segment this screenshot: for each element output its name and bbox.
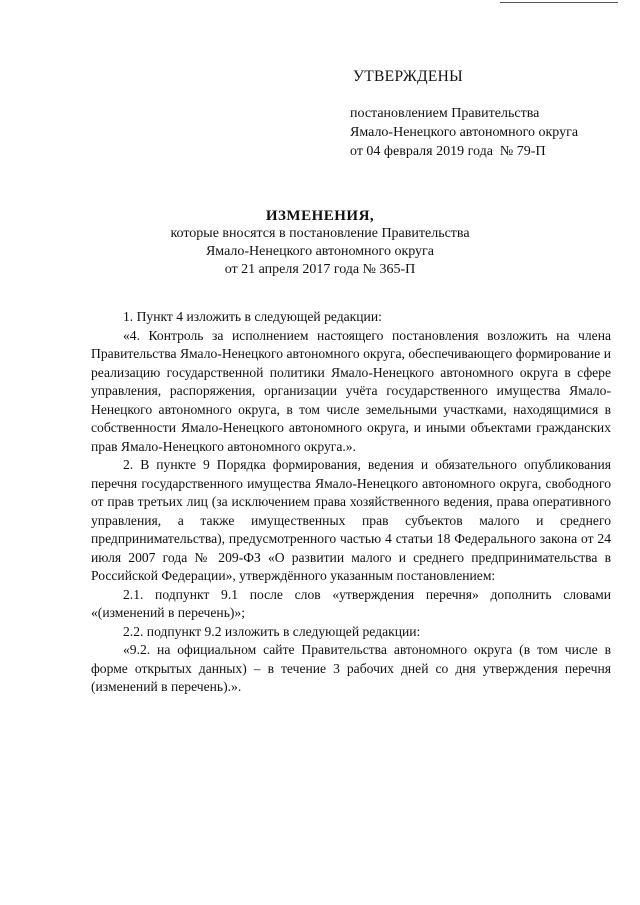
approval-title: УТВЕРЖДЕНЫ <box>353 68 463 85</box>
body-paragraph: 2.2. подпункт 9.2 изложить в следующей редакции: <box>123 623 421 639</box>
heading-line: Ямало-Ненецкого автономного округа <box>205 244 435 259</box>
body-paragraph: «9.2. на официальном сайте Правительства автономного округа (в том числе в форме открытых данных) – в течение 3 рабочих дней со дня утверждения перечня (изменений в перечень).». <box>91 642 611 694</box>
heading-line: от 21 апреля 2017 года № 365-П <box>224 262 416 277</box>
heading-line: которые вносятся в постановление Правительства <box>170 226 470 241</box>
body-paragraph: 2.1. подпункт 9.1 после слов «утверждения перечня» дополнить словами «(изменений в перечень)»; <box>91 586 611 620</box>
decree-line: Ямало-Ненецкого автономного округа <box>350 125 579 140</box>
document-heading <box>130 207 510 279</box>
decree-line: от 04 февраля 2019 года № 79-П <box>350 144 546 159</box>
approval-decree-block <box>350 104 578 161</box>
body-paragraph: 1. Пункт 4 изложить в следующей редакции: <box>123 309 382 324</box>
scan-artifact-line <box>500 2 618 3</box>
body-paragraph: «4. Контроль за исполнением настоящего постановления возложить на члена Правительства Ямало-Ненецкого автономного округа, обеспечивающего формирование и реализацию государственной политики Ямало-Ненецкого автономного округа в сфере управления, распоряжения, организации учёта государственного имущества Ямало-Ненецкого автономного округа, в том числе земельными участками, находящимися в собственности Ямало-Ненецкого автономного округа, и иными объектами гражданских прав Ямало-Ненецкого автономного округа.». <box>91 327 611 454</box>
decree-line: постановлением Правительства <box>350 106 540 121</box>
document-body <box>91 308 611 697</box>
body-paragraph: 2. В пункте 9 Порядка формирования, ведения и обязательного опубликования перечня государственного имущества Ямало-Ненецкого автономного округа, свободного от прав третьих лиц (за исключением права хозяйственного ведения, права оперативного управления, а также имущественных прав субъектов малого и среднего предпринимательства), предусмотренного частью 4 статьи 18 Федерального закона от 24 июля 2007 года № 209-ФЗ «О развитии малого и среднего предпринимательства в Российской Федерации», утверждённого указанным постановлением: <box>91 457 611 583</box>
heading-title: ИЗМЕНЕНИЯ, <box>265 208 375 224</box>
